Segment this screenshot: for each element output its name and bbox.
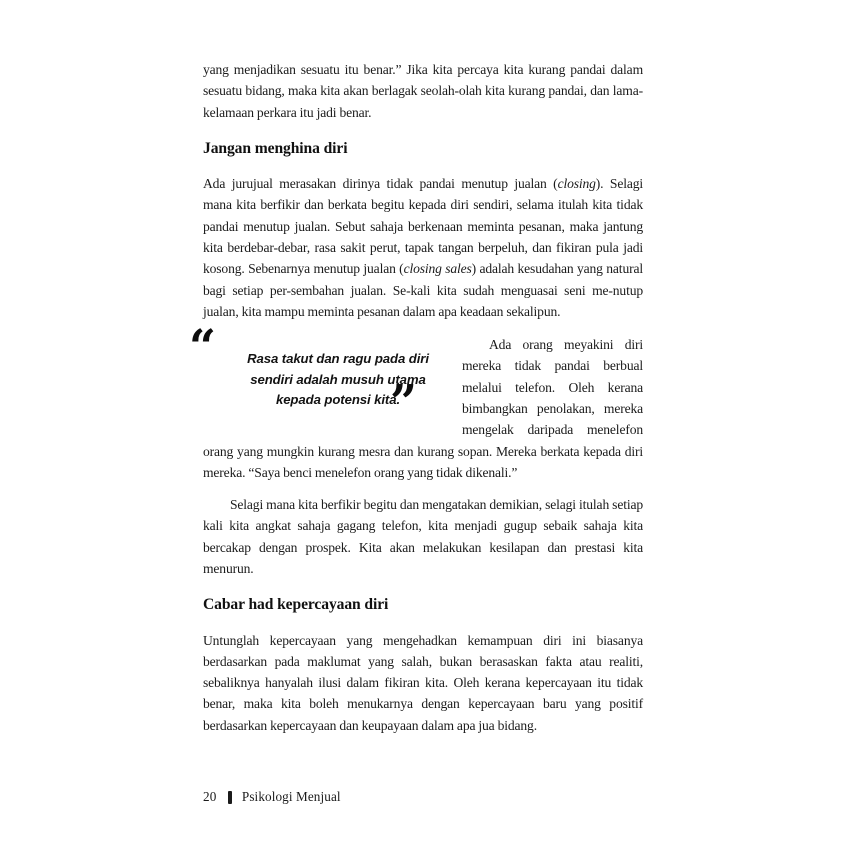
section-heading-jangan-menghina-diri: Jangan menghina diri	[203, 139, 348, 157]
paragraph-closing	[203, 173, 643, 322]
paragraph-text: Ada jurujual merasakan dirinya tidak pandai menutup jualan (	[203, 176, 558, 192]
paragraph-selagi: Selagi mana kita berfikir begitu dan mengatakan demikian, selagi itulah setiap kali kita angkat sahaja gagang telefon, kita menjadi gugup sebaik sahaja kita bercakap dengan prospek. Kita akan melakukan kesilapan dan prestasi kita menurun.	[203, 497, 643, 577]
footer-separator-bar	[228, 791, 232, 804]
page-number: 20	[203, 789, 217, 804]
close-quote-icon: ”	[389, 375, 417, 431]
pull-quote-section	[189, 320, 643, 483]
open-quote-icon: “	[189, 320, 217, 376]
pull-quote-text: Rasa takut dan ragu pada diri sendiri adalah musuh utama kepada potensi kita.	[247, 351, 429, 408]
paragraph-untunglah: Untunglah kepercayaan yang mengehadkan kemampuan diri ini biasanya berdasarkan pada maklumat yang salah, bukan berasaskan fakta atau realiti, sebaliknya hanyalah ilusi dalam fikiran kita. Oleh kerana kepercayaan itu tidak benar, maka kita boleh menukarnya dengan kepercayaan baru yang positif berdasarkan kepercayaan dan keupayaan dalam apa jua bidang.	[203, 632, 643, 733]
section-heading-cabar-had-kepercayaan-diri: Cabar had kepercayaan diri	[203, 596, 389, 614]
page-footer	[203, 789, 341, 805]
italic-term-closing-sales: closing sales	[403, 261, 472, 277]
page-body-column	[189, 59, 643, 736]
intro-paragraph: yang menjadikan sesuatu itu benar.” Jika kita percaya kita kurang pandai dalam sesuatu bidang, maka kita akan berlagak seolah-olah kita kurang pandai, dan lama-kelamaan perkara itu jadi benar.	[203, 62, 643, 120]
paragraph-text: ) adalah kesudahan yang natural bagi setiap per-sembahan jualan. Se-kali kita sudah menguasai seni me-nutup jualan, kita mampu meminta pesanan dalam apa keadaan sekalipun.	[203, 261, 643, 319]
book-title: Psikologi Menjual	[241, 789, 341, 804]
italic-term-closing: closing	[557, 176, 596, 192]
pull-quote	[189, 320, 449, 431]
paragraph-telefon: Ada orang meyakini diri mereka tidak pandai berbual melalui telefon. Oleh kerana bimbangkan penolakan, mereka mengelak daripada menelefon orang yang mungkin kurang mesra dan kurang sopan. Mereka berkata kepada diri mereka. “Saya benci menelefon orang yang tidak dikenali.”	[203, 337, 643, 480]
paragraph-text: ). Selagi mana kita berfikir dan berkata begitu kepada diri sendiri, selama itulah kita tidak pandai menutup jualan. Sebut sahaja berkenaan meminta pesanan, maka jantung kita berdebar-debar, rasa sakit perut, tapak tangan berpeluh, dan fikiran pula jadi kosong. Sebenarnya menutup jualan (	[203, 176, 643, 277]
